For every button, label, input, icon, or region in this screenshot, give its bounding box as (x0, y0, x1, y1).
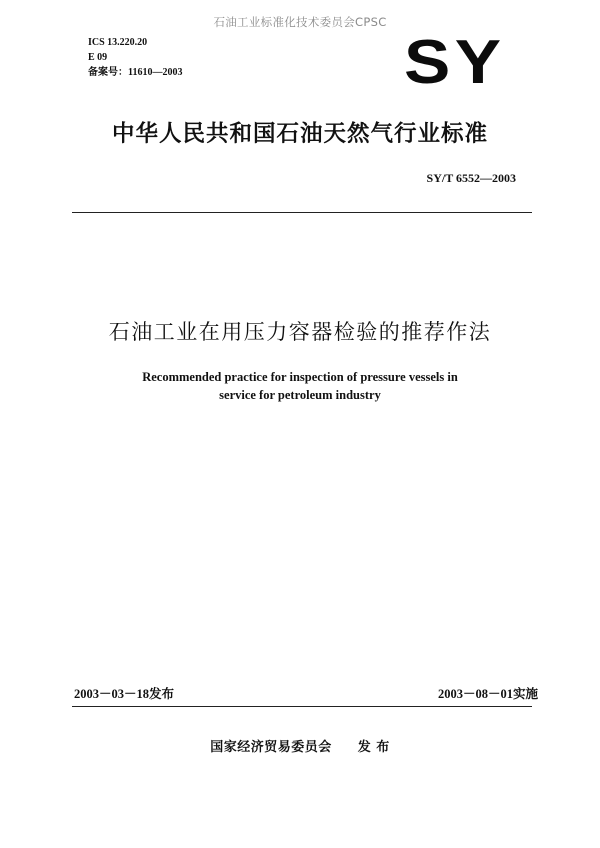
bottom-divider (72, 706, 532, 707)
effective-date: 2003－08－01实施 (437, 687, 538, 701)
ics-code: ICS 13.220.20 (88, 37, 148, 48)
issue-date: 2003－03－18发布 (74, 687, 175, 701)
record-number: 备案号：11610—2003 (88, 67, 183, 78)
standard-code: SY/T 6552—2003 (426, 171, 516, 185)
document-title-en (0, 368, 600, 404)
document-title-cn: 石油工业在用压力容器检验的推荐作法 (108, 320, 492, 344)
issuer-line (0, 736, 600, 755)
watermark-text: 石油工业标准化技术委员会CPSC (213, 15, 387, 29)
standard-title: 中华人民共和国石油天然气行业标准 (111, 121, 488, 147)
classification-block (88, 35, 182, 80)
title-en-line-1: Recommended practice for inspection of pressure vessels in (142, 370, 458, 384)
issuer-name: 国家经济贸易委员会 (210, 740, 332, 755)
sy-logo: SY (404, 28, 506, 97)
top-divider (72, 212, 532, 213)
category-code: E 09 (88, 52, 108, 63)
title-en-line-2: service for petroleum industry (219, 388, 381, 402)
issuer-action: 发 布 (357, 740, 390, 755)
